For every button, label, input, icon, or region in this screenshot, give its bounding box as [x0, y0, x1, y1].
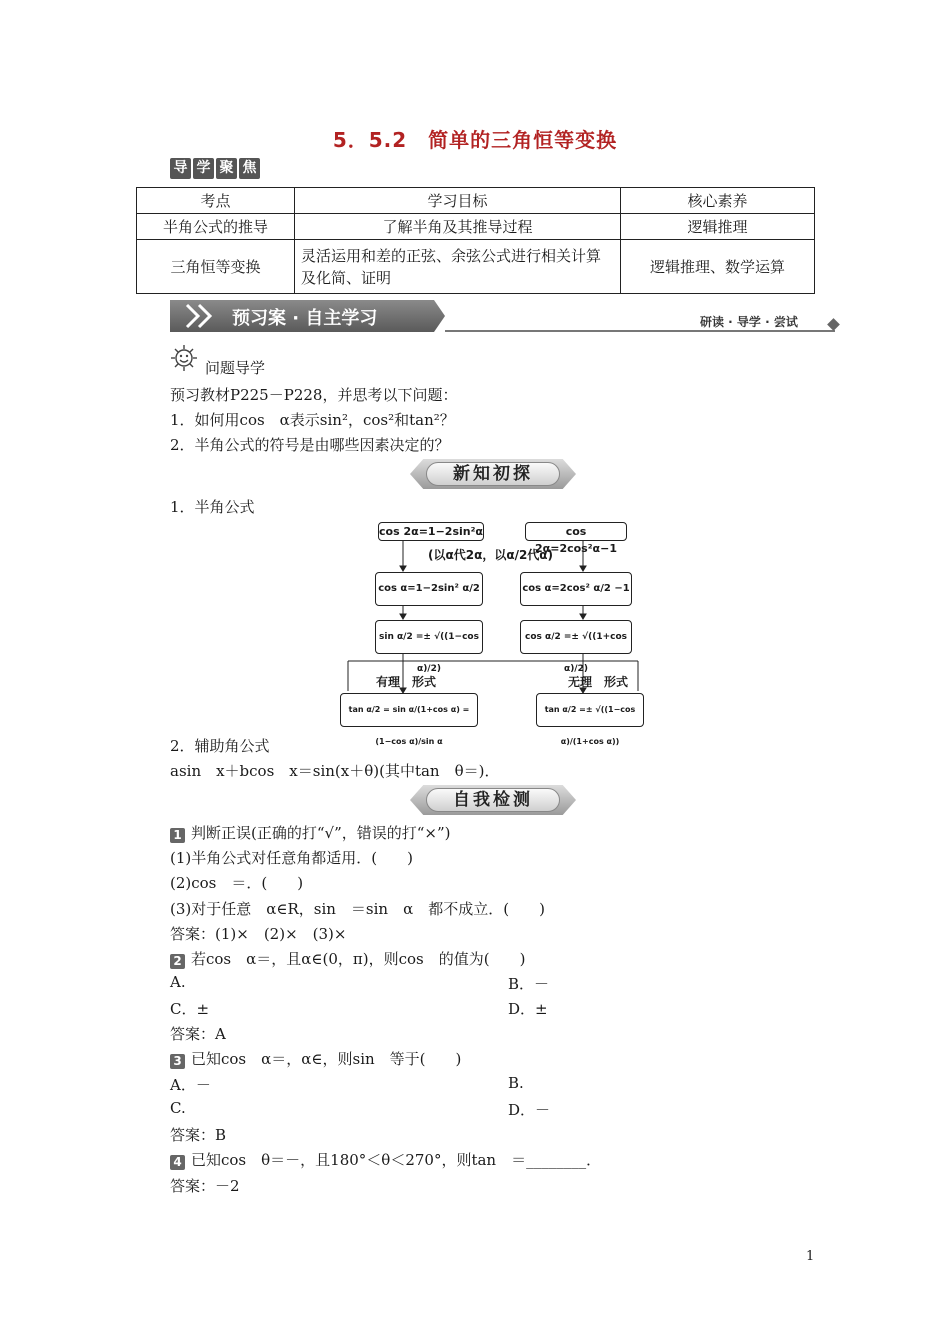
focus-tag-char: 导	[170, 158, 191, 179]
problem-number: 1	[170, 828, 185, 843]
answer-text: 答案：(1)× (2)× (3)×	[170, 925, 347, 943]
problem-number: 2	[170, 954, 185, 969]
diamond-icon	[827, 318, 840, 331]
option-b: B.	[508, 1074, 524, 1092]
table-header-cell: 学习目标	[295, 188, 621, 214]
focus-tag-char: 学	[193, 158, 214, 179]
table-header-row	[137, 188, 815, 214]
problem-text: 若cos α＝，且α∈(0，π)，则cos 的值为( )	[191, 950, 526, 968]
formula-box: cos 2α=2cos²α−1	[525, 522, 627, 541]
problem-stem	[170, 948, 525, 969]
preview-intro: 预习教材P225－P228，并思考以下问题：	[170, 386, 458, 404]
option-a: A．－	[170, 1076, 211, 1094]
focus-tag-char: 焦	[239, 158, 260, 179]
option-d: D．－	[508, 1101, 551, 1119]
irrational-label: 无理 形式	[568, 675, 629, 689]
section-heading: 新知初探	[426, 462, 560, 486]
answer-text: 答案：B	[170, 1126, 227, 1144]
page-number: 1	[806, 1249, 815, 1264]
problem-number: 3	[170, 1054, 185, 1069]
aux-formula: asin x＋bcos x＝sin(x＋θ)(其中tan θ＝)．	[170, 762, 500, 780]
problem-number: 4	[170, 1155, 185, 1170]
formula-box: cos α=1−2sin² α/2	[375, 572, 483, 606]
option-b: B．－	[508, 975, 550, 993]
smiley-icon	[170, 344, 198, 372]
problem-text: 已知cos α＝，α∈，则sin 等于( )	[191, 1050, 462, 1068]
problem-text: 已知cos θ＝－，且180°＜θ＜270°，则tan ＝________．	[191, 1151, 602, 1169]
answer-text: 答案：A	[170, 1025, 226, 1043]
table-header-cell: 核心素养	[621, 188, 815, 214]
half-angle-heading: 1．半角公式	[170, 498, 255, 516]
preview-question: 2．半角公式的符号是由哪些因素决定的？	[170, 436, 450, 454]
problem-item: (2)cos ＝．( )	[170, 874, 304, 892]
problem-stem	[170, 1048, 461, 1069]
problem-stem	[170, 1149, 601, 1170]
substitution-note: (以α代2α，以α/2代α)	[428, 548, 554, 562]
formula-box: tan α/2 = sin α/(1+cos α) = (1−cos α)/sin α	[340, 693, 478, 727]
chevron-right-icon	[183, 303, 219, 329]
formula-box: cos α=2cos² α/2 −1	[520, 572, 632, 606]
preview-question: 1．如何用cos α表示sin²，cos²和tan²？	[170, 411, 455, 429]
banner-divider	[445, 330, 835, 332]
answer-text: 答案：－2	[170, 1177, 240, 1195]
problem-item: (1)半角公式对任意角都适用．( )	[170, 849, 413, 867]
problem-stem	[170, 822, 451, 843]
table-header-cell: 考点	[137, 188, 295, 214]
preview-heading: 问题导学	[205, 359, 266, 377]
table-cell: 逻辑推理、数学运算	[621, 240, 815, 294]
table-cell: 三角恒等变换	[137, 240, 295, 294]
table-cell: 了解半角及其推导过程	[295, 214, 621, 240]
focus-tag	[170, 158, 262, 179]
focus-tag-char: 聚	[216, 158, 237, 179]
formula-box: cos α/2 =± √((1+cos α)/2)	[520, 620, 632, 654]
option-a: A.	[170, 973, 186, 991]
formula-box: cos 2α=1−2sin²α	[378, 522, 484, 541]
table-row	[137, 240, 815, 294]
formula-box: sin α/2 =± √((1−cos α)/2)	[375, 620, 483, 654]
table-cell: 逻辑推理	[621, 214, 815, 240]
banner-title: 预习案 · 自主学习	[232, 308, 378, 329]
page-title: 5．5.2 简单的三角恒等变换	[332, 128, 618, 152]
table-cell: 灵活运用和差的正弦、余弦公式进行相关计算及化简、证明	[295, 240, 621, 294]
section-heading: 自我检测	[426, 788, 560, 812]
option-c: C.	[170, 1099, 186, 1117]
banner-subtitle: 研读 · 导学 · 尝试	[700, 315, 798, 329]
table-cell: 半角公式的推导	[137, 214, 295, 240]
table-row	[137, 214, 815, 240]
formula-box: tan α/2 =± √((1−cos α)/(1+cos α))	[536, 693, 644, 727]
rational-label: 有理 形式	[376, 675, 437, 689]
option-c: C．±	[170, 1000, 210, 1018]
problem-item: (3)对于任意 α∈R，sin ＝sin α 都不成立．( )	[170, 900, 545, 918]
problem-text: 判断正误(正确的打“√”，错误的打“×”)	[191, 824, 451, 842]
goals-table	[136, 187, 815, 294]
aux-heading: 2．辅助角公式	[170, 737, 270, 755]
option-d: D．±	[508, 1000, 548, 1018]
